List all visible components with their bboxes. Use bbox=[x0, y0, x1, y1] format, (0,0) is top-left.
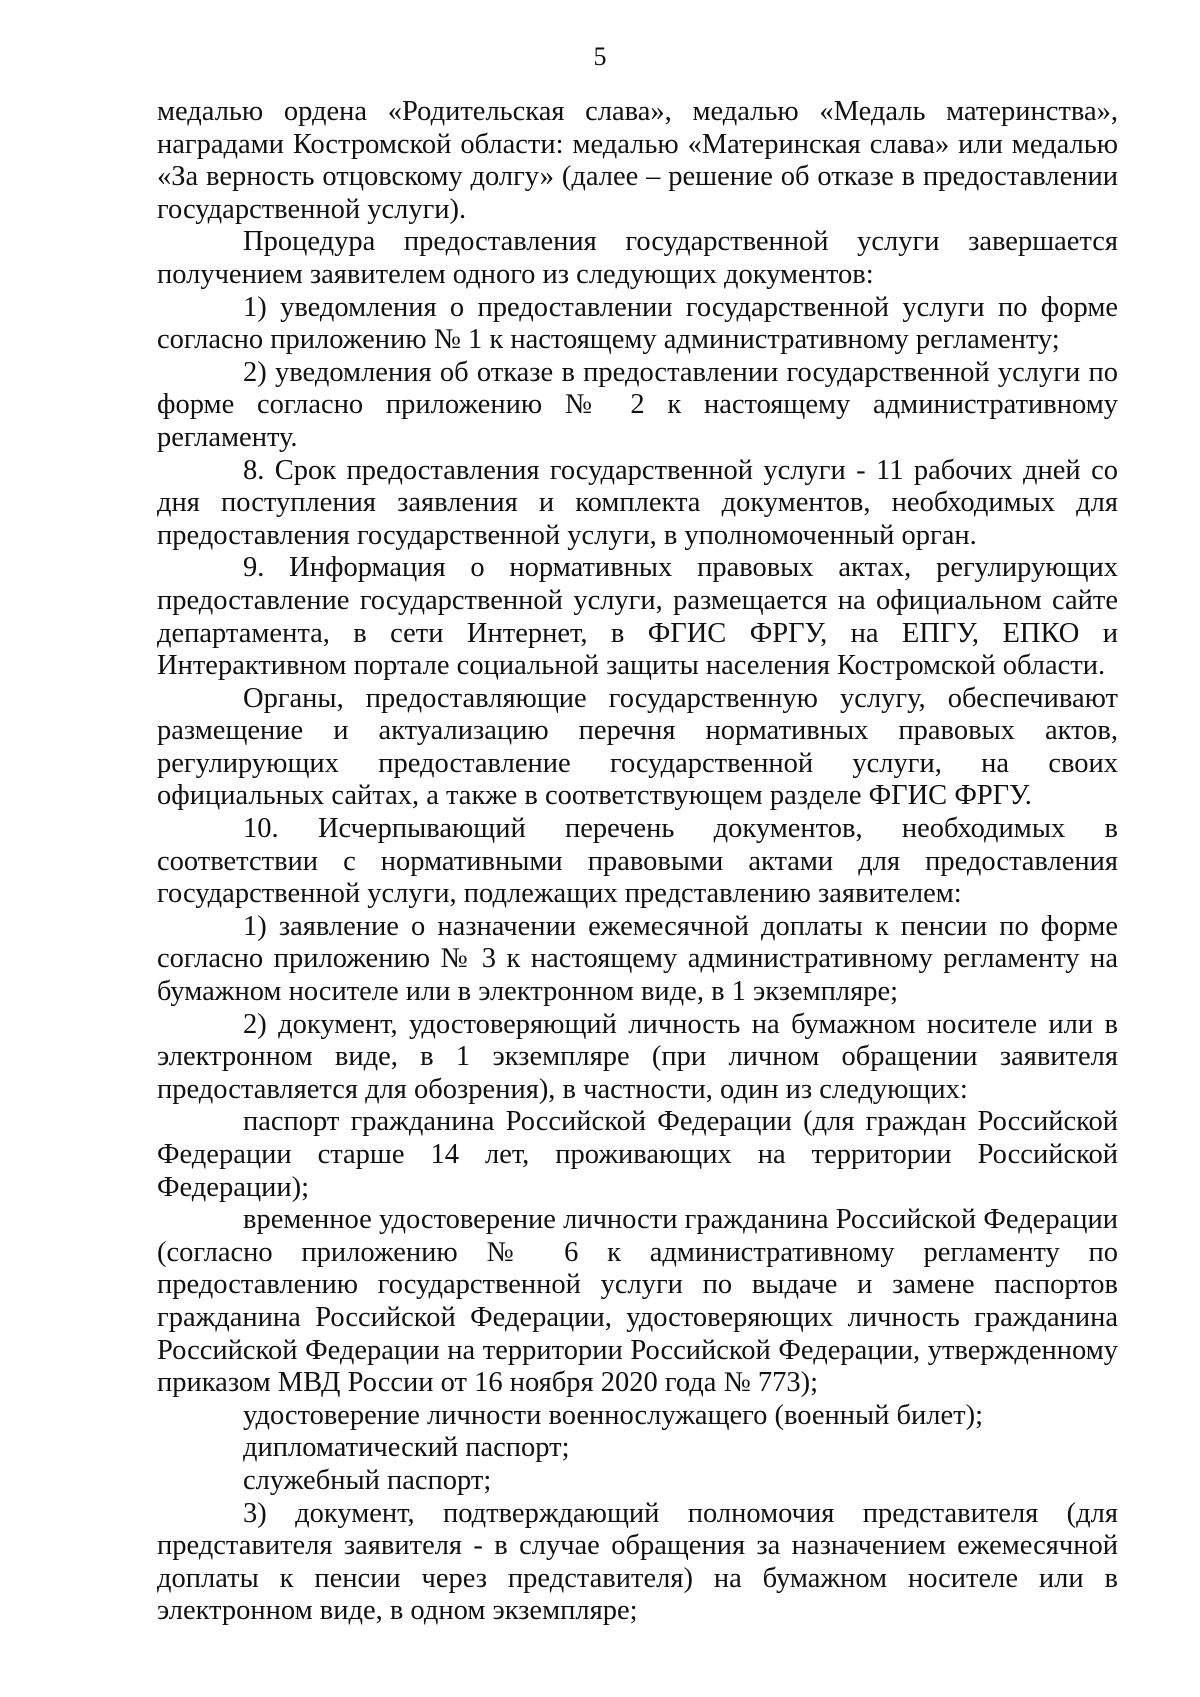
list-item-1: 1) заявление о назначении ежемесячной доплаты к пенсии по форме согласно приложению № 3 к настоящему административному регламенту на бумажном носителе или в электронном виде, в 1 экземпляре; bbox=[157, 910, 1118, 1008]
list-item-2: 2) документ, удостоверяющий личность на бумажном носителе или в электронном виде, в 1 экземпляре (при личном обращении заявителя предоставляется для обозрения), в частности, один из следующих: bbox=[157, 1008, 1118, 1105]
list-subitem-service-passport: служебный паспорт; bbox=[243, 1464, 492, 1496]
list-subitem-temporary-id: временное удостоверение личности гражданина Российской Федерации (согласно приложению № 6 к административному регламенту по предоставлению государственной услуги по выдаче и замене паспортов гражданина Российской Федерации, удостоверяющих личность гражданина Российской Федерации на территории Российской Федерации, утвержденному приказом МВД России от 16 ноября 2020 года № 773); bbox=[157, 1204, 1118, 1399]
list-subitem-passport: паспорт гражданина Российской Федерации (для граждан Российской Федерации старше 14 лет, проживающих на территории Российской Федерации); bbox=[157, 1106, 1118, 1203]
list-subitem-military-id: удостоверение личности военнослужащего (военный билет); bbox=[243, 1399, 984, 1431]
paragraph-continuation: медалью ордена «Родительская слава», медалью «Медаль материнства», наградами Костромской области: медалью «Материнская слава» или медалью «За верность отцовскому долгу» (далее – решение об отказе в предоставлении государственной услуги). bbox=[157, 96, 1118, 225]
list-item-1: 1) уведомления о предоставлении государственной услуги по форме согласно приложению № 1 к настоящему административному регламенту; bbox=[157, 291, 1118, 356]
paragraph-procedure: Процедура предоставления государственной услуги завершается получением заявителем одного из следующих документов: bbox=[157, 226, 1118, 290]
clause-8: 8. Срок предоставления государственной услуги - 11 рабочих дней со дня поступления заявления и комплекта документов, необходимых для предоставления государственной услуги, в уполномоченный орган. bbox=[157, 454, 1118, 551]
document-body bbox=[157, 96, 1118, 1628]
list-item-2: 2) уведомления об отказе в предоставлении государственной услуги по форме согласно приложению № 2 к настоящему административному регламенту. bbox=[157, 356, 1118, 453]
page-number: 5 bbox=[593, 42, 607, 71]
list-subitem-diplomatic-passport: дипломатический паспорт; bbox=[243, 1432, 570, 1464]
list-item-3: 3) документ, подтверждающий полномочия представителя (для представителя заявителя - в случае обращения за назначением ежемесячной доплаты к пенсии через представителя) на бумажном носителе или в электронном виде, в одном экземпляре; bbox=[157, 1497, 1118, 1627]
paragraph-authorities: Органы, предоставляющие государственную услугу, обеспечивают размещение и актуализацию перечня нормативных правовых актов, регулирующих предоставление государственной услуги, на своих официальных сайтах, а также в соответствующем разделе ФГИС ФРГУ. bbox=[157, 682, 1118, 812]
clause-10: 10. Исчерпывающий перечень документов, необходимых в соответствии с нормативными правовыми актами для предоставления государственной услуги, подлежащих представлению заявителем: bbox=[157, 813, 1118, 910]
clause-9: 9. Информация о нормативных правовых актах, регулирующих предоставление государственной услуги, размещается на официальном сайте департамента, в сети Интернет, в ФГИС ФРГУ, на ЕПГУ, ЕПКО и Интерактивном портале социальной защиты населения Костромской области. bbox=[157, 552, 1118, 682]
